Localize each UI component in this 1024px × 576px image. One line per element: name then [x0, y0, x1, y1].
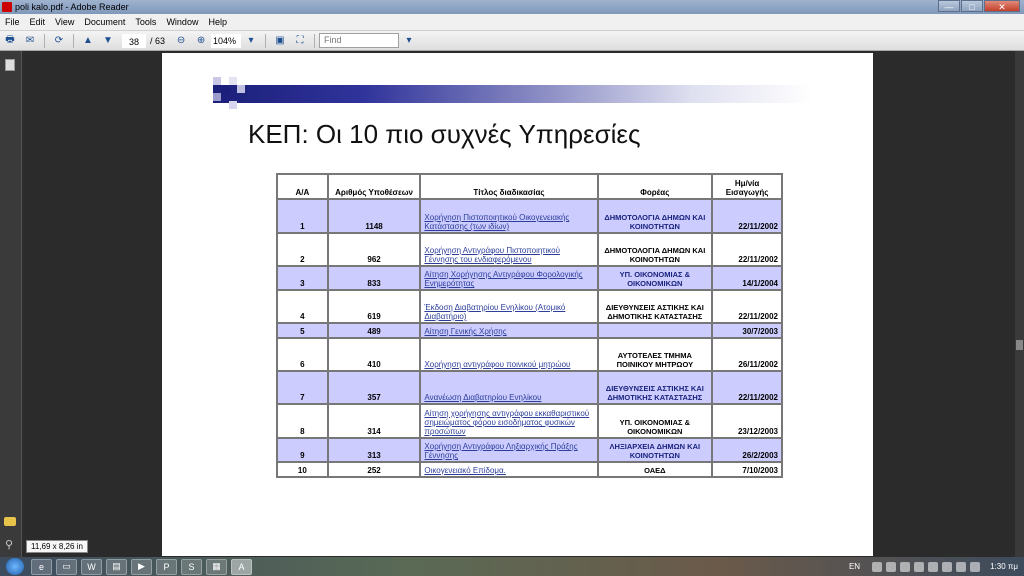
row-number: 7 [277, 371, 328, 404]
adobe-reader-icon [2, 2, 12, 12]
case-count: 410 [328, 338, 421, 371]
column-header: Φορέας [598, 174, 713, 199]
procedure-title [420, 290, 597, 323]
procedure-title [420, 404, 597, 438]
signal-icon[interactable] [956, 562, 966, 572]
toolbar [0, 31, 1024, 51]
maximize-button[interactable]: □ [961, 0, 983, 12]
table-row [277, 266, 782, 290]
toolbar-divider [44, 34, 45, 48]
case-count: 1148 [328, 199, 421, 233]
table-row [277, 438, 782, 462]
page-total: / 63 [150, 35, 166, 46]
case-count: 962 [328, 233, 421, 266]
row-number: 1 [277, 199, 328, 233]
row-number: 3 [277, 266, 328, 290]
next-page-icon[interactable]: ▼ [103, 35, 113, 46]
decor-square [237, 85, 245, 93]
close-button[interactable]: ✕ [984, 0, 1020, 12]
print-icon[interactable]: 🖶 [5, 34, 15, 45]
window-controls [937, 0, 1020, 12]
case-count: 619 [328, 290, 421, 323]
entry-date: 26/2/2003 [712, 438, 782, 462]
language-indicator[interactable]: EN [848, 562, 861, 571]
row-number: 2 [277, 233, 328, 266]
procedure-title [420, 371, 597, 404]
table-row [277, 233, 782, 266]
table-row [277, 462, 782, 477]
attachment-icon[interactable]: ⚲ [5, 539, 14, 551]
system-tray [849, 557, 1024, 576]
bluetooth-icon[interactable] [942, 562, 952, 572]
skype-taskbar-icon[interactable]: S [181, 559, 202, 575]
case-count: 833 [328, 266, 421, 290]
procedure-title [420, 199, 597, 233]
table-row [277, 338, 782, 371]
menu-view[interactable]: View [55, 17, 75, 27]
menu-edit[interactable]: Edit [29, 17, 46, 27]
comment-icon[interactable] [4, 517, 16, 526]
entry-date: 7/10/2003 [712, 462, 782, 477]
row-number: 6 [277, 338, 328, 371]
collaborate-icon[interactable]: ⟳ [54, 35, 64, 46]
pages-icon[interactable] [5, 59, 15, 71]
menu-document[interactable]: Document [84, 17, 126, 27]
files-taskbar-icon[interactable]: ▦ [206, 559, 227, 575]
entry-date: 22/11/2002 [712, 290, 782, 323]
procedure-title [420, 233, 597, 266]
folder-taskbar-icon[interactable]: ▭ [56, 559, 77, 575]
procedure-link[interactable]: Οικογενειακό Επίδομα. [424, 466, 506, 475]
case-count: 357 [328, 371, 421, 404]
column-header: Ημ/νία Εισαγωγής [712, 174, 782, 199]
entry-date: 30/7/2003 [712, 323, 782, 338]
find-input[interactable]: Find [319, 33, 399, 48]
decor-square [213, 77, 221, 85]
procedure-title [420, 323, 597, 338]
agency: ΔΙΕΥΘΥΝΣΕΙΣ ΑΣΤΙΚΗΣ ΚΑΙ ΔΗΜΟΤΙΚΗΣ ΚΑΤΑΣΤΑΣΗΣ [598, 290, 713, 323]
decor-square [213, 93, 221, 101]
agency [598, 323, 713, 338]
row-number: 10 [277, 462, 328, 477]
menu-bar [0, 14, 1024, 31]
procedure-title [420, 438, 597, 462]
navigation-panel [0, 51, 22, 557]
zoom-out-icon[interactable]: ⊖ [176, 35, 186, 46]
agency: ΑΥΤΟΤΕΛΕΣ ΤΜΗΜΑ ΠΟΙΝΙΚΟΥ ΜΗΤΡΩΟΥ [598, 338, 713, 371]
toolbar-divider [73, 34, 74, 48]
flag-icon[interactable] [928, 562, 938, 572]
procedure-link[interactable]: Αίτηση Χορήγησης Αντιγράφου Φορολογικής Ενημερότητας [424, 270, 583, 288]
agency: ΛΗΞΙΑΡΧΕΙΑ ΔΗΜΩΝ ΚΑΙ ΚΟΙΝΟΤΗΤΩΝ [598, 438, 713, 462]
row-number: 9 [277, 438, 328, 462]
column-header: Α/Α [277, 174, 328, 199]
entry-date: 22/11/2002 [712, 199, 782, 233]
decor-square [221, 85, 229, 93]
table-row [277, 323, 782, 338]
start-button[interactable] [6, 558, 24, 575]
procedure-link[interactable]: Έκδοση Διαβατηρίου Ενηλίκου (Ατομικό Διαβατήριο) [424, 303, 566, 321]
zoom-level-input[interactable]: 104% [211, 34, 241, 48]
agency: ΔΗΜΟΤΟΛΟΓΙΑ ΔΗΜΩΝ ΚΑΙ ΚΟΙΝΟΤΗΤΩΝ [598, 233, 713, 266]
header-gradient-band [213, 85, 813, 103]
table-row [277, 404, 782, 438]
row-number: 4 [277, 290, 328, 323]
fit-page-icon[interactable]: ▣ [275, 35, 285, 46]
table-row [277, 371, 782, 404]
explorer-taskbar-icon[interactable]: ▤ [106, 559, 127, 575]
table-header-row [277, 174, 782, 199]
procedure-link[interactable]: Αίτηση χορήγησης αντιγράφου εκκαθαριστικού σημειώματος φόρου εισοδήματος φυσικών προσώπων [424, 409, 590, 436]
powerpoint-taskbar-icon[interactable]: P [156, 559, 177, 575]
word-taskbar-icon[interactable]: W [81, 559, 102, 575]
menu-tools[interactable]: Tools [135, 17, 157, 27]
browser-taskbar-icon[interactable]: e [31, 559, 52, 575]
taskbar [0, 557, 1024, 576]
display-icon[interactable] [886, 562, 896, 572]
case-count: 313 [328, 438, 421, 462]
table-row [277, 199, 782, 233]
procedure-title [420, 462, 597, 477]
window-titlebar [0, 0, 1024, 14]
menu-file[interactable]: File [5, 17, 20, 27]
zoom-in-icon[interactable]: ⊕ [196, 35, 206, 46]
minimize-button[interactable]: — [938, 0, 960, 12]
procedure-link[interactable]: Χορήγηση αντιγράφου ποινικού μητρώου [424, 360, 571, 369]
entry-date: 26/11/2002 [712, 338, 782, 371]
case-count: 252 [328, 462, 421, 477]
adobe-reader-taskbar-icon[interactable]: A [231, 559, 252, 575]
toolbar-divider [265, 34, 266, 48]
slide-title: ΚΕΠ: Οι 10 πιο συχνές Υπηρεσίες [248, 119, 641, 149]
row-number: 8 [277, 404, 328, 438]
table-row [277, 290, 782, 323]
keyboard-icon[interactable] [872, 562, 882, 572]
entry-date: 22/11/2002 [712, 233, 782, 266]
chevron-down-icon[interactable]: ▾ [406, 35, 412, 46]
previous-page-icon[interactable]: ▲ [83, 35, 93, 46]
decor-square [229, 101, 237, 109]
services-table [276, 173, 783, 478]
volume-icon[interactable] [970, 562, 980, 572]
procedure-link[interactable]: Αίτηση Γενικής Χρήσης [424, 327, 507, 336]
column-header: Αριθμός Υποθέσεων [328, 174, 421, 199]
clock[interactable]: 1:30 πμ [990, 562, 1018, 571]
vertical-scrollbar[interactable] [1015, 51, 1024, 557]
menu-window[interactable]: Window [166, 17, 199, 27]
shield-icon[interactable] [914, 562, 924, 572]
case-count: 314 [328, 404, 421, 438]
decor-square [229, 77, 237, 85]
entry-date: 22/11/2002 [712, 371, 782, 404]
procedure-link[interactable]: Χορήγηση Αντιγράφου Πιστοποιητικού Γέννησης του ενδιαφερόμενου [424, 246, 560, 264]
procedure-link[interactable]: Ανανέωση Διαβατηρίου Ενηλίκου [424, 393, 542, 402]
window-title: poli kalo.pdf - Adobe Reader [15, 2, 129, 12]
menu-help[interactable]: Help [208, 17, 227, 27]
agency: ΔΗΜΟΤΟΛΟΓΙΑ ΔΗΜΩΝ ΚΑΙ ΚΟΙΝΟΤΗΤΩΝ [598, 199, 713, 233]
page-size-tooltip: 11,69 x 8,26 in [26, 540, 88, 553]
network-icon[interactable] [900, 562, 910, 572]
entry-date: 23/12/2003 [712, 404, 782, 438]
procedure-link[interactable]: Χορήγηση Αντιγράφου Ληξιαρχικής Πράξης Γέννησης [424, 442, 578, 460]
toolbar-divider [314, 34, 315, 48]
page-number-input[interactable]: 38 [122, 34, 146, 48]
procedure-link[interactable]: Χορήγηση Πιστοποιητικού Οικογενειακής Κατάστασης (των ιδίων) [424, 213, 570, 231]
email-icon[interactable]: ✉ [25, 35, 35, 46]
agency: ΥΠ. ΟΙΚΟΝΟΜΙΑΣ & ΟΙΚΟΝΟΜΙΚΩΝ [598, 266, 713, 290]
agency: ΥΠ. ΟΙΚΟΝΟΜΙΑΣ & ΟΙΚΟΝΟΜΙΚΩΝ [598, 404, 713, 438]
case-count: 489 [328, 323, 421, 338]
agency: ΔΙΕΥΘΥΝΣΕΙΣ ΑΣΤΙΚΗΣ ΚΑΙ ΔΗΜΟΤΙΚΗΣ ΚΑΤΑΣΤΑΣΗΣ [598, 371, 713, 404]
chevron-down-icon[interactable]: ▾ [248, 35, 254, 46]
agency: ΟΑΕΔ [598, 462, 713, 477]
fit-width-icon[interactable]: ⛶ [296, 35, 304, 46]
pdf-page [162, 53, 873, 556]
row-number: 5 [277, 323, 328, 338]
column-header: Τίτλος διαδικασίας [420, 174, 597, 199]
media-player-taskbar-icon[interactable]: ▶ [131, 559, 152, 575]
entry-date: 14/1/2004 [712, 266, 782, 290]
procedure-title [420, 338, 597, 371]
scrollbar-thumb[interactable] [1016, 340, 1023, 350]
procedure-title [420, 266, 597, 290]
